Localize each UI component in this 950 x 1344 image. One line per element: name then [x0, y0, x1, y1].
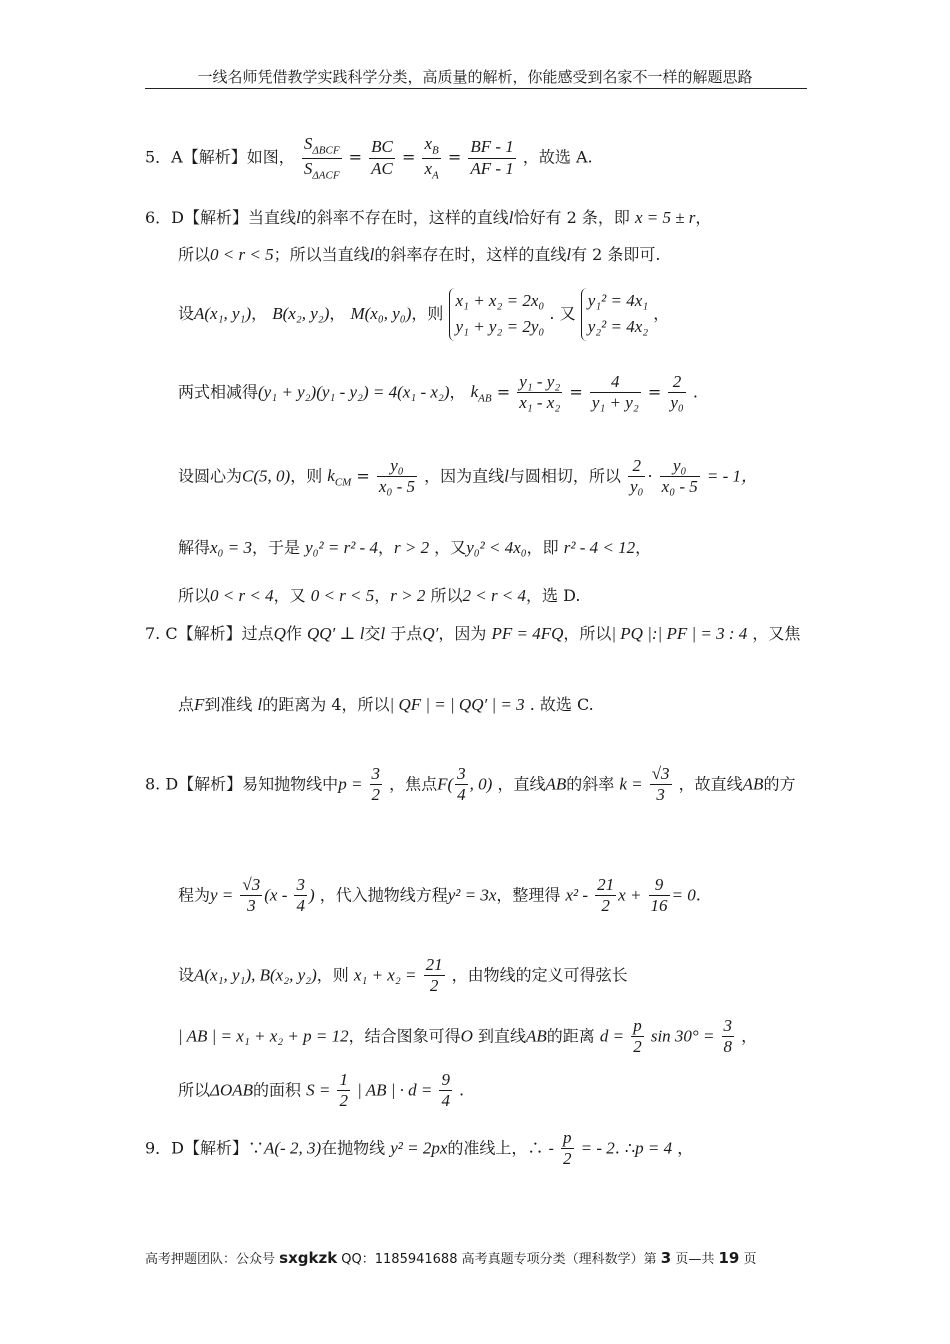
fraction: $\frac{9}{16}$ [650, 875, 668, 916]
equation-system: y₁² = 4x₁ y₂² = 4x₂ [581, 288, 648, 341]
fraction: $S_{\Delta BCF}$ $S_{\Delta ACF}$ [303, 134, 340, 181]
fraction: $\frac{3}{2}$ [371, 764, 381, 805]
q6-line-7: 所以0 < r < 4，又 0 < r < 5，r > 2 所以2 < r < 4，选 D. [178, 586, 581, 605]
fraction: $\frac{2}{\text{y₀}}$ [670, 372, 684, 413]
fraction: $\frac{\text{y₁ - y₂}}{\text{x₁ - x₂}}$ [519, 372, 561, 413]
fraction: $\frac{x_B}{x_A}$ [424, 134, 439, 181]
page-total: 19 [718, 1249, 740, 1267]
q6-line-1: 6．D【解析】当直线l的斜率不存在时，这样的直线l恰好有 2 条，即 x = 5 ± r， [145, 208, 712, 227]
equation-system: x₁ + x₂ = 2x₀ y₁ + y₂ = 2y₀ [449, 288, 545, 341]
page-header: 一线名师凭借教学实践科学分类，高质量的解析，你能感受到名家不一样的解题思路 [197, 68, 753, 86]
q7-line-1: 7. C【解析】过点Q作 QQ′ ⊥ l交l 于点Q′，因为 PF = 4FQ，所以| PQ |:| PF | = 3 : 4 ，又焦 [145, 624, 801, 643]
fraction: $\frac{2}{\text{y₀}}$ [630, 456, 644, 497]
fraction: $\frac{p}{2}$ [563, 1128, 572, 1169]
q8-line-4: | AB | = x₁ + x₂ + p = 12，结合图象可得O 到直线AB的距离 d = $\frac{p}{2}$ sin 30° = $\frac{3}{8}$ ， [178, 1016, 758, 1057]
fraction: $\frac{9}{4}$ [441, 1070, 450, 1111]
q6-line-3: 设A(x₁, y₁)， B(x₂, y₂)， M(x₀, y₀)，则 x₁ + x₂ = 2x₀ y₁ + y₂ = 2y₀ . 又 y₁² = 4x₁ y₂² = 4x₂ ， [178, 288, 669, 341]
fraction: $\frac{BC}{AC}$ [371, 137, 393, 178]
wechat-id: sxgkzk [279, 1249, 338, 1267]
q6-line-5: 设圆心为C(5, 0)，则 $k_{CM}$ = $\frac{\text{y₀}}{\text{x₀ - 5}}$ ，因为直线l与圆相切，所以 $\frac{2}{\text{y₀}}$ · $\frac{\text{y₀}}{\text{x₀ - 5}}$ = - 1， [178, 456, 759, 497]
fraction: $\frac{\text{y₀}}{\text{x₀ - 5}}$ [661, 456, 698, 497]
q6-line-2: 所以0 < r < 5；所以当直线l的斜率存在时，这样的直线l有 2 条即可. [178, 245, 661, 264]
fraction: $\frac{3}{4}$ [296, 875, 305, 916]
header-divider [145, 88, 807, 89]
q7-line-2: 点F到准线 l的距离为 4，所以| QF | = | QQ′ | = 3 . 故选 C. [178, 695, 594, 714]
fraction: $\frac{21}{2}$ [425, 955, 443, 996]
q9-line-1: 9．D【解析】∵A(- 2, 3)在抛物线 y² = 2px的准线上，∴ - $\frac{p}{2}$ = - 2. ∴p = 4 ， [145, 1128, 694, 1169]
q5-prefix: 5．A【解析】如图， [145, 147, 295, 167]
q8-line-3: 设A(x₁, y₁), B(x₂, y₂)，则 x₁ + x₂ = $\frac{21}{2}$ ，由物线的定义可得弦长 [178, 955, 628, 996]
q8-line-5: 所以ΔOAB的面积 S = $\frac{1}{2}$ | AB | · d = $\frac{9}{4}$ . [178, 1070, 465, 1111]
fraction: $\frac{√3}{3}$ [651, 764, 670, 805]
q8-line-1: 8. D【解析】易知抛物线中p = $\frac{3}{2}$ ，焦点F( $\frac{3}{4}$ , 0) ，直线AB的斜率 k = $\frac{√3}{3}$ ，故直线AB的方 [145, 764, 796, 805]
fraction: $\frac{3}{4}$ [457, 764, 466, 805]
fraction: $\frac{3}{8}$ [723, 1016, 733, 1057]
fraction: $\frac{21}{2}$ [597, 875, 615, 916]
fraction: $\frac{1}{2}$ [339, 1070, 348, 1111]
q8-line-2: 程为y = $\frac{√3}{3}$ (x - $\frac{3}{4}$ ) ，代入抛物线方程y² = 3x，整理得 x² - $\frac{21}{2}$ x + $\frac{9}{16}$ = 0. [178, 875, 701, 916]
page-number: 3 [660, 1249, 672, 1267]
fraction: $\frac{p}{2}$ [633, 1016, 642, 1057]
fraction: $\frac{\text{y₀}}{\text{x₀ - 5}}$ [378, 456, 416, 497]
fraction: $\frac{BF - 1}{AF - 1}$ [470, 137, 514, 178]
fraction: $\frac{√3}{3}$ [242, 875, 261, 916]
q6-line-6: 解得x₀ = 3，于是 y₀² = r² - 4，r > 2 ，又y₀² < 4x₀，即 r² - 4 < 12， [178, 538, 652, 557]
q5-line: 5．A【解析】如图， $S_{\Delta BCF}$ $S_{\Delta ACF}$ = $\frac{BC}{AC}$ = $\frac{x_B}{x_A}$ = $\frac{BF - 1}{AF - 1}$ ，故选 A. [145, 134, 593, 181]
fraction: $\frac{4}{\text{y₁ + y₂}}$ [591, 372, 639, 413]
q5-suffix: ，故选 A. [522, 147, 593, 167]
q6-line-4: 两式相减得(y₁ + y₂)(y₁ - y₂) = 4(x₁ - x₂)， $k_{AB}$ = $\frac{\text{y₁ - y₂}}{\text{x₁ - x₂}}$ = $\frac{4}{\text{y₁ + y₂}}$ = $\frac{2}{\text{y₀}}$ . [178, 372, 698, 413]
page-footer: 高考押题团队：公众号 sxgkzk QQ：1185941688 高考真题专项分类（理科数学）第 3 页—共 19 页 [145, 1249, 757, 1267]
